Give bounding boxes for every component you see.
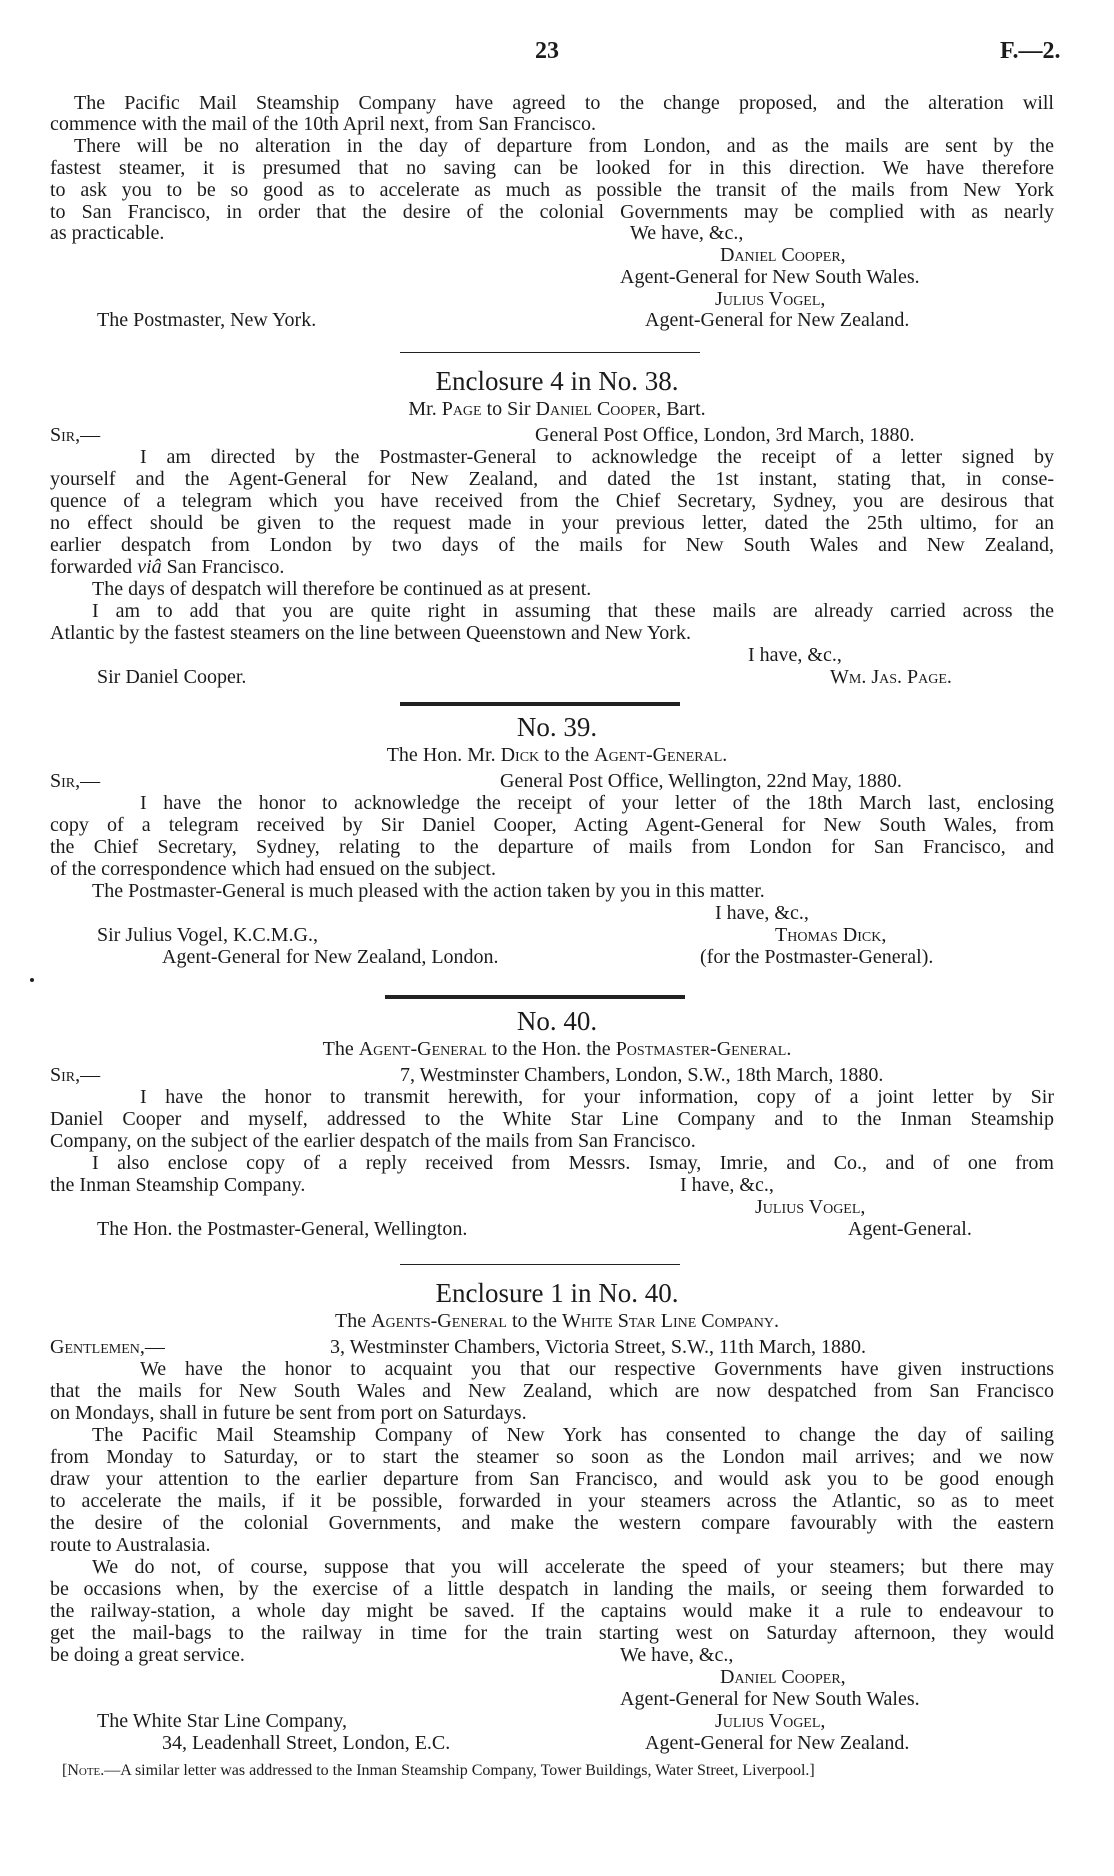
salutation: Gentlemen,— bbox=[50, 1336, 165, 1358]
paragraph-line: draw your attention to the earlier departure from San Francisco, and would ask you to be good enough bbox=[50, 1468, 1054, 1490]
closing: We have, &c., bbox=[630, 222, 744, 244]
paragraph-line: on Mondays, shall in future be sent from port on Saturdays. bbox=[50, 1402, 527, 1424]
document-code: F.—2. bbox=[1000, 38, 1061, 64]
page-number: 23 bbox=[535, 38, 559, 64]
signer-name: Julius Vogel, bbox=[715, 288, 826, 310]
section-divider bbox=[385, 995, 685, 999]
signer-title: Agent-General for New South Wales. bbox=[620, 266, 920, 288]
addressee: 34, Leadenhall Street, London, E.C. bbox=[162, 1732, 451, 1754]
paragraph-line: Company, on the subject of the earlier despatch of the mails from San Francisco. bbox=[50, 1130, 696, 1152]
paragraph-line: The days of despatch will therefore be continued as at present. bbox=[92, 578, 592, 600]
signer-note: (for the Postmaster-General). bbox=[700, 946, 934, 968]
section-subheading: The Agents-General to the White Star Line Company. bbox=[335, 1310, 779, 1332]
section-subheading: The Agent-General to the Hon. the Postmaster-General. bbox=[322, 1038, 792, 1060]
place-date: General Post Office, London, 3rd March, 1880. bbox=[535, 424, 915, 446]
section-heading: No. 39. bbox=[516, 712, 598, 742]
addressee: Sir Daniel Cooper. bbox=[97, 666, 247, 688]
paragraph-line: no effect should be given to the request made in your previous letter, dated the 25th ultimo, for an bbox=[50, 512, 1054, 534]
closing: I have, &c., bbox=[748, 644, 842, 666]
paragraph-line: from Monday to Saturday, or to start the steamer so soon as the London mail arrives; and we now bbox=[50, 1446, 1054, 1468]
paragraph-line: I have the honor to acknowledge the receipt of your letter of the 18th March last, enclosing bbox=[140, 792, 1054, 814]
signer-name: Thomas Dick, bbox=[775, 924, 887, 946]
footnote: [Note.—A similar letter was addressed to the Inman Steamship Company, Tower Buildings, Water Street, Liverpool.] bbox=[62, 1762, 815, 1779]
salutation: Sir,— bbox=[50, 1064, 101, 1086]
section-subheading: The Hon. Mr. Dick to the Agent-General. bbox=[386, 744, 728, 766]
closing: We have, &c., bbox=[620, 1644, 734, 1666]
paragraph-line: be occasions when, by the exercise of a little despatch in landing the mails, or seeing them forwarded to bbox=[50, 1578, 1054, 1600]
signer-name: Julius Vogel, bbox=[755, 1196, 866, 1218]
salutation: Sir,— bbox=[50, 424, 101, 446]
signer-name: Daniel Cooper, bbox=[720, 244, 846, 266]
paragraph-line: We do not, of course, suppose that you will accelerate the speed of your steamers; but there may bbox=[92, 1556, 1054, 1578]
place-date: 7, Westminster Chambers, London, S.W., 18th March, 1880. bbox=[400, 1064, 884, 1086]
place-date: 3, Westminster Chambers, Victoria Street, S.W., 11th March, 1880. bbox=[330, 1336, 867, 1358]
paragraph-line: to accelerate the mails, if it be possible, forwarded in your steamers across the Atlantic, so as to meet bbox=[50, 1490, 1054, 1512]
paragraph-line: The Pacific Mail Steamship Company of New York has consented to change the day of sailing bbox=[92, 1424, 1054, 1446]
closing: I have, &c., bbox=[715, 902, 809, 924]
paragraph-line: I am to add that you are quite right in assuming that these mails are already carried across the bbox=[92, 600, 1054, 622]
paragraph-line: The Postmaster-General is much pleased with the action taken by you in this matter. bbox=[92, 880, 765, 902]
paragraph-line: be doing a great service. bbox=[50, 1644, 245, 1666]
paragraph-line: the desire of the colonial Governments, and make the western compare favourably with the eastern bbox=[50, 1512, 1054, 1534]
paragraph-line: as practicable. bbox=[50, 222, 165, 244]
paragraph-line: fastest steamer, it is presumed that no saving can be looked for in this direction. We have therefore bbox=[50, 157, 1054, 179]
paragraph-line: The Pacific Mail Steamship Company have agreed to the change proposed, and the alteration will bbox=[74, 92, 1054, 114]
paragraph-line: copy of a telegram received by Sir Daniel Cooper, Acting Agent-General for New South Wales, from bbox=[50, 814, 1054, 836]
salutation: Sir,— bbox=[50, 770, 101, 792]
paragraph-line: We have the honor to acquaint you that our respective Governments have given instructions bbox=[140, 1358, 1054, 1380]
paragraph-line: quence of a telegram which you have received from the Chief Secretary, Sydney, you are desirous that bbox=[50, 490, 1054, 512]
signer-title: Agent-General. bbox=[848, 1218, 972, 1240]
paragraph-line: the Chief Secretary, Sydney, relating to the departure of mails from London for San Francisco, and bbox=[50, 836, 1054, 858]
addressee: The Postmaster, New York. bbox=[97, 309, 317, 331]
paragraph-line: that the mails for New South Wales and New Zealand, which are now despatched from San Francisco bbox=[50, 1380, 1054, 1402]
closing: I have, &c., bbox=[680, 1174, 774, 1196]
section-divider bbox=[400, 352, 700, 353]
paragraph-line: the Inman Steamship Company. bbox=[50, 1174, 306, 1196]
addressee: Sir Julius Vogel, K.C.M.G., bbox=[97, 924, 318, 946]
margin-mark bbox=[30, 978, 34, 982]
signer-title: Agent-General for New South Wales. bbox=[620, 1688, 920, 1710]
signer-name: Daniel Cooper, bbox=[720, 1666, 846, 1688]
paragraph-line: to San Francisco, in order that the desire of the colonial Governments may be complied with as nearly bbox=[50, 201, 1054, 223]
paragraph-line: forwarded viâ San Francisco. bbox=[50, 556, 285, 578]
signer-title: Agent-General for New Zealand. bbox=[645, 309, 910, 331]
section-divider bbox=[400, 702, 680, 706]
signer-name: Wm. Jas. Page. bbox=[830, 666, 952, 688]
paragraph-line: of the correspondence which had ensued on the subject. bbox=[50, 858, 496, 880]
paragraph-line: I also enclose copy of a reply received from Messrs. Ismay, Imrie, and Co., and of one from bbox=[92, 1152, 1054, 1174]
place-date: General Post Office, Wellington, 22nd May, 1880. bbox=[500, 770, 902, 792]
section-divider bbox=[400, 1264, 680, 1265]
paragraph-line: to ask you to be so good as to accelerate as much as possible the transit of the mails from New York bbox=[50, 179, 1054, 201]
addressee: Agent-General for New Zealand, London. bbox=[162, 946, 499, 968]
paragraph-line: There will be no alteration in the day of departure from London, and as the mails are sent by the bbox=[74, 135, 1054, 157]
addressee: The White Star Line Company, bbox=[97, 1710, 347, 1732]
section-subheading: Mr. Page to Sir Daniel Cooper, Bart. bbox=[408, 398, 706, 420]
paragraph-line: earlier despatch from London by two days of the mails for New South Wales and New Zealand, bbox=[50, 534, 1054, 556]
signer-title: Agent-General for New Zealand. bbox=[645, 1732, 910, 1754]
paragraph-line: Daniel Cooper and myself, addressed to the White Star Line Company and to the Inman Steamship bbox=[50, 1108, 1054, 1130]
addressee: The Hon. the Postmaster-General, Wellington. bbox=[97, 1218, 468, 1240]
section-heading: Enclosure 4 in No. 38. bbox=[435, 366, 679, 396]
signer-name: Julius Vogel, bbox=[715, 1710, 826, 1732]
paragraph-line: commence with the mail of the 10th April next, from San Francisco. bbox=[50, 113, 596, 135]
paragraph-line: route to Australasia. bbox=[50, 1534, 211, 1556]
paragraph-line: yourself and the Agent-General for New Zealand, and dated the 1st instant, stating that, in conse- bbox=[50, 468, 1054, 490]
paragraph-line: get the mail-bags to the railway in time for the train starting west on Saturday afternoon, they would bbox=[50, 1622, 1054, 1644]
section-heading: Enclosure 1 in No. 40. bbox=[435, 1278, 679, 1308]
paragraph-line: I am directed by the Postmaster-General to acknowledge the receipt of a letter signed by bbox=[140, 446, 1054, 468]
paragraph-line: the railway-station, a whole day might be saved. If the captains would make it a rule to endeavour to bbox=[50, 1600, 1054, 1622]
section-heading: No. 40. bbox=[516, 1006, 598, 1036]
paragraph-line: Atlantic by the fastest steamers on the line between Queenstown and New York. bbox=[50, 622, 691, 644]
paragraph-line: I have the honor to transmit herewith, for your information, copy of a joint letter by Sir bbox=[140, 1086, 1054, 1108]
